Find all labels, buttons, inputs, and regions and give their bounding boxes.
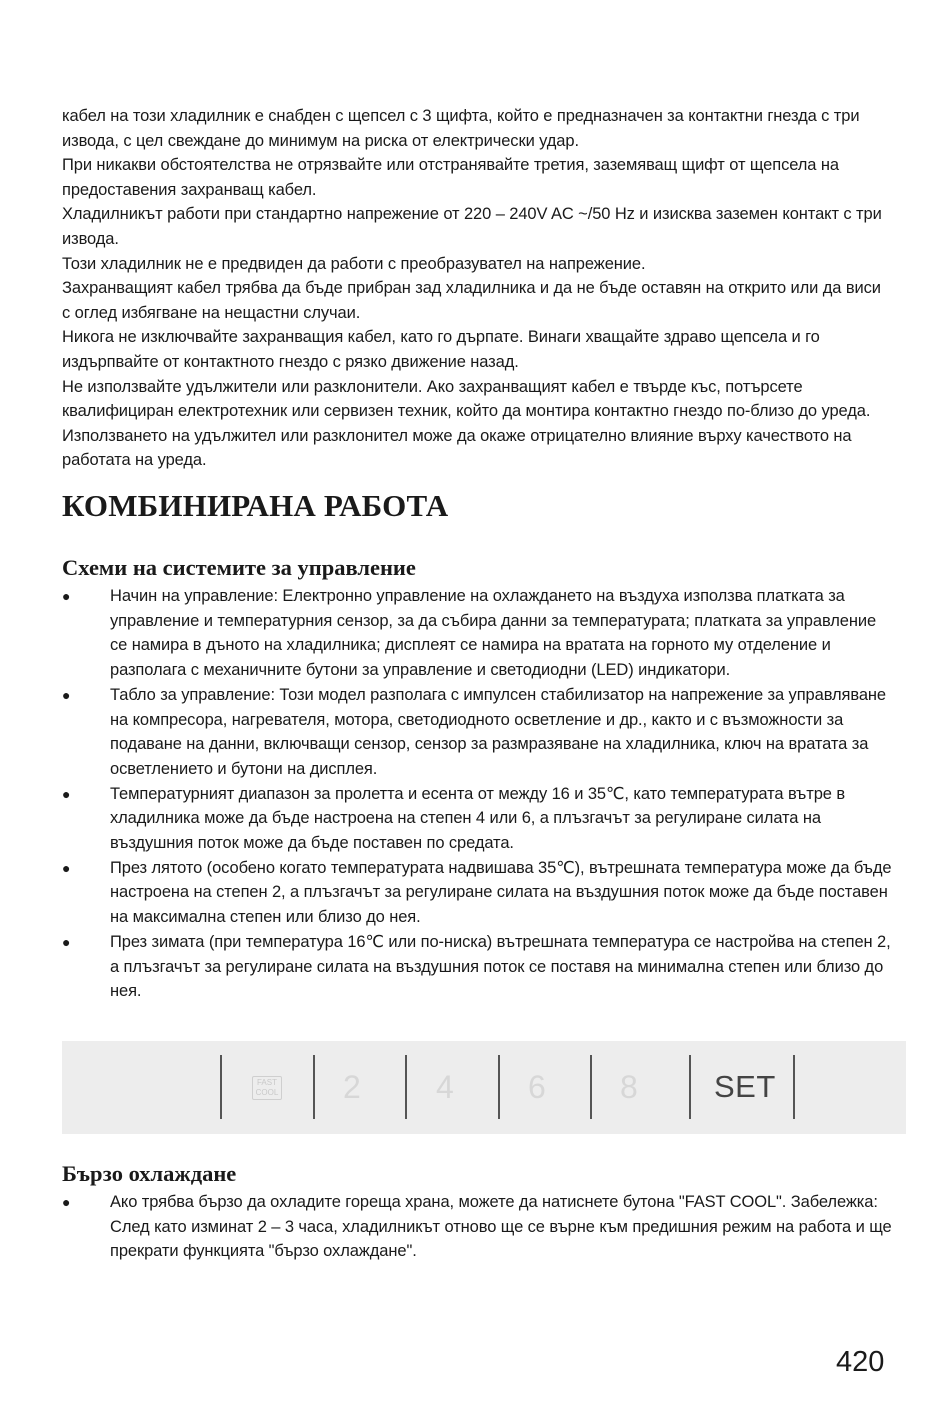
list-item-text: През зимата (при температура 16℃ или по-ниска) вътрешната температура се настройва на степен 2, а плъзгачът за регулиране силата на въздушния поток се поставя на минимална степен или близо до нея.	[110, 932, 891, 1001]
panel-divider	[689, 1055, 691, 1119]
intro-text	[62, 104, 892, 473]
intro-paragraph-6: Никога не изключвайте захранващия кабел, като го дърпате. Винаги хващайте здраво щепсела и го издърпвайте от контактното гнездо с рязко движение назад.	[62, 328, 820, 371]
bullet-icon: ●	[62, 686, 71, 703]
bullet-icon: ●	[62, 933, 71, 950]
set-label: SET	[714, 1069, 776, 1104]
bullet-icon: ●	[62, 859, 71, 876]
list-item	[62, 683, 892, 782]
panel-divider	[313, 1055, 315, 1119]
control-schemes-heading: Схеми на системите за управление	[62, 555, 416, 580]
fast-cool-label-line2: COOL	[255, 1088, 279, 1097]
list-item	[62, 856, 892, 930]
fast-cool-icon	[252, 1076, 282, 1100]
level-2-label: 2	[343, 1069, 361, 1105]
list-item-text: Температурният диапазон за пролетта и есента от между 16 и 35℃, като температурата вътре в хладилника може да бъде настроена на степен 4 или 6, а плъзгачът за регулиране силата на въздушния поток може да бъде поставен по средата.	[110, 784, 846, 853]
intro-paragraph-7: Не използвайте удължители или разклонители. Ако захранващият кабел е твърде къс, потърсете квалифициран електротехник или сервизен техник, който да монтира контактно гнездо по-близо до уреда. Използването на удължител или разклонител може да окаже отрицателно влияние върху качеството на работата на уреда.	[62, 377, 871, 470]
list-item	[62, 584, 892, 683]
list-item-text: Ако трябва бързо да охладите гореща храна, можете да натиснете бутона "FAST COOL". Забележка: След като изминат 2 – 3 часа, хладилникът отново ще се върне към предишния режим на работа и ще прекрати функцията "бързо охлаждане".	[110, 1193, 892, 1261]
list-item-text: През лятото (особено когато температурата надвишава 35℃), вътрешната температура може да бъде настроена на степен 2, а плъзгачът за регулиране силата на въздушния поток може да бъде поставен на максимална степен или близо до нея.	[110, 858, 892, 927]
fast-cool-label-line1: FAST	[256, 1078, 277, 1087]
intro-paragraph-5: Захранващият кабел трябва да бъде прибран зад хладилника и да не бъде оставян на открито или да виси с оглед избягване на нещастни случаи.	[62, 279, 881, 322]
fast-cool-list	[62, 1190, 892, 1264]
list-item	[62, 930, 892, 1004]
intro-paragraph-2: При никакви обстоятелства не отрязвайте или отстранявайте третия, заземяващ щифт от щепсела на предоставения захранващ кабел.	[62, 156, 839, 199]
panel-divider	[405, 1055, 407, 1119]
panel-divider	[220, 1055, 222, 1119]
list-item	[62, 1190, 892, 1264]
intro-paragraph-1: кабел на този хладилник е снабден с щепсел с 3 щифта, който е предназначен за контактни гнезда с три извода, с цел свеждане до минимум на риска от електрически удар.	[62, 107, 860, 150]
list-item-text: Начин на управление: Електронно управление на охлаждането на въздуха използва платката за управление и температурния сензор, за да събира данни за температурата; платката за управление се намира в дъното на хладилника; дисплеят се намира на вратата на горното му отделение и разполага с механичните бутони за управление и светодиодни (LED) индикатори.	[110, 587, 877, 680]
level-4-label: 4	[436, 1069, 454, 1105]
panel-divider	[590, 1055, 592, 1119]
bullet-icon: ●	[62, 1194, 71, 1210]
level-8-label: 8	[620, 1069, 638, 1105]
fast-cool-heading: Бързо охлаждане	[62, 1161, 237, 1186]
control-panel-illustration	[62, 1041, 906, 1134]
intro-paragraph-4: Този хладилник не е предвиден да работи с преобразувател на напрежение.	[62, 254, 646, 273]
bullet-icon: ●	[62, 785, 71, 802]
page-number: 420	[836, 1346, 885, 1378]
intro-paragraph-3: Хладилникът работи при стандартно напрежение от 220 – 240V AC ~/50 Hz и изисква заземен контакт с три извода.	[62, 205, 882, 248]
section-title: КОМБИНИРАНА РАБОТА	[62, 488, 449, 523]
level-6-label: 6	[528, 1069, 546, 1105]
panel-divider	[793, 1055, 795, 1119]
panel-divider	[498, 1055, 500, 1119]
list-item	[62, 782, 892, 856]
list-item-text: Табло за управление: Този модел разполага с импулсен стабилизатор на напрежение за управляване на компресора, нагревателя, мотора, светодиодното осветление и др., както и с възможности за подаване на данни, включващи сензор, сензор за размразяване на хладилника, ключ на вратата за осветлението и бутони на дисплея.	[110, 685, 886, 778]
bullet-icon: ●	[62, 588, 71, 604]
control-schemes-list	[62, 584, 892, 1004]
